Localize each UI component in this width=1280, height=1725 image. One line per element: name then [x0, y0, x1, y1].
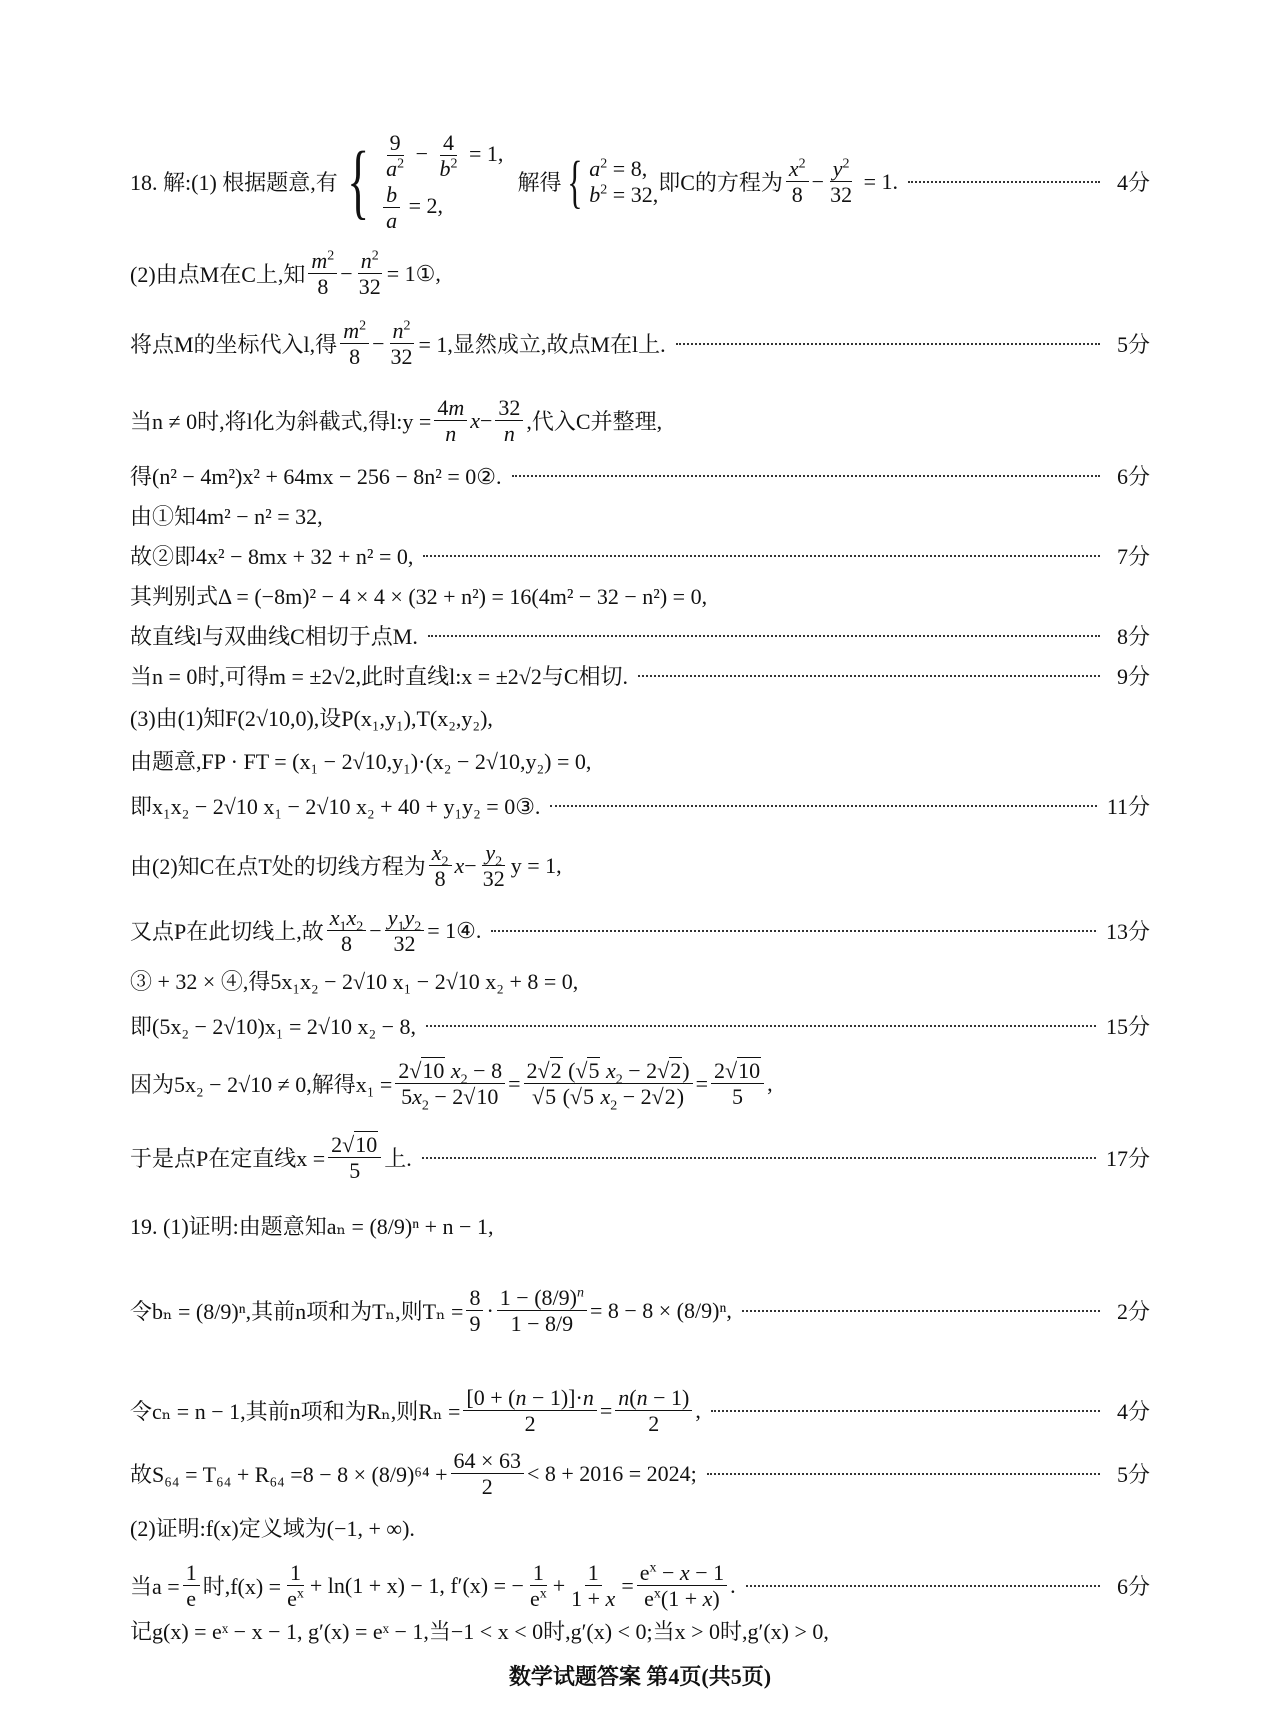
- dot-leader: [426, 1025, 1096, 1027]
- dot-leader: [423, 555, 1100, 557]
- q18-p3-line9: 于是点P在定直线x = $\frac{2√10}{5}$ 上. 17分: [130, 1132, 1150, 1184]
- q18-p3-line8: 因为5x₂ − 2√10 ≠ 0,解得x₁ = $\frac{2√10 x_2 - 8}{5x_2 - 2√10}$ = $\frac{2√2 (√5 x_2 - 2√2)}{√5 (√5 x_2 - 2√2)}$ = $\frac{2√10}{5}$ ,: [130, 1058, 773, 1114]
- q18-p2-line6: [130, 540, 1150, 571]
- text: 即(5x₂ − 2√10)x₁ = 2√10 x₂ − 8,: [130, 1014, 417, 1039]
- text: 令bₙ = (8/9)ⁿ,其前n项和为Tₙ,则Tₙ =: [130, 1299, 464, 1325]
- text: 得(n² − 4m²)x² + 64mx − 256 − 8n² = 0②.: [130, 464, 502, 489]
- dot-leader: [422, 1157, 1096, 1159]
- text: = 1①,: [386, 260, 441, 286]
- text: = 8 − 8 × (8/9)ⁿ,: [589, 1297, 732, 1323]
- q18-p2-line3: 当n ≠ 0时,将l化为斜截式,得l:y = $\frac{4m}{n}$ x − $\frac{32}{n}$ ,代入C并整理,: [130, 395, 663, 447]
- q18-p2-line1: (2)由点M在C上,知 $\frac{m^2}{8}$ − $\frac{n^2}{32}$ = 1①,: [130, 248, 441, 300]
- q18-part1-line: 18. 解:(1) 根据题意,有 { $\frac{9}{a^2}$ − $\frac{4}{b^2}$ = 1, $\frac{b}{a}$ = 2, 解得 { $a^2 = 8$, $b^2 = 32$, 即C的方程为 $\frac{x^2}{8}$ − $\frac{y^2}{32}$ = 1. 4分: [130, 130, 1150, 233]
- text: 19. (1)证明:由题意知aₙ = (8/9)ⁿ + n − 1,: [130, 1214, 494, 1239]
- score-mark: 5分: [1116, 332, 1150, 358]
- text: 记g(x) = eˣ − x − 1, g′(x) = eˣ − 1,当−1 < x < 0时,g′(x) < 0;当x > 0时,g′(x) > 0,: [130, 1619, 829, 1644]
- q18-intro: 18. 解:(1) 根据题意,有: [130, 170, 338, 196]
- text: 故直线l与双曲线C相切于点M.: [130, 624, 418, 649]
- q18-p2-line5: [130, 500, 1150, 531]
- q18-p3-line1: [130, 702, 1150, 733]
- q18-solution-system: { $a^2 = 8$, $b^2 = 32$,: [567, 148, 659, 214]
- text: 当a =: [130, 1574, 180, 1600]
- score-mark: 4分: [1116, 1399, 1150, 1425]
- dot-leader: [512, 475, 1100, 477]
- q19-line5: [130, 1512, 1150, 1543]
- text: 当n = 0时,可得m = ±2√2,此时直线l:x = ±2√2与C相切.: [130, 664, 629, 689]
- q18-p3-line5: 又点P在此切线上,故 $\frac{x_1x_2}{8}$ − $\frac{y_1y_2}{32}$ = 1④. 13分: [130, 905, 1150, 957]
- q18-p2-line8: [130, 620, 1150, 651]
- q18-p2-line2: 将点M的坐标代入l,得 $\frac{m^2}{8}$ − $\frac{n^2}{32}$ = 1,显然成立,故点M在l上. 5分: [130, 318, 1150, 370]
- q19-line1: [130, 1210, 1150, 1241]
- score-mark: 6分: [1116, 464, 1150, 489]
- text: (2)证明:f(x)定义域为(−1, + ∞).: [130, 1516, 415, 1541]
- q19-line3: 令cₙ = n − 1,其前n项和为Rₙ,则Rₙ = $\frac{[0 + (n - 1)]\cdot n}{2}$ = $\frac{n(n - 1)}{2}$ , 4分: [130, 1385, 1150, 1437]
- text: 时,f(x) =: [202, 1574, 282, 1600]
- text: ,代入C并整理,: [526, 409, 663, 435]
- text: ③ + 32 × ④,得5x₁x₂ − 2√10 x₁ − 2√10 x₂ + 8 = 0,: [130, 969, 579, 994]
- text: 于是点P在定直线x =: [130, 1146, 326, 1172]
- text: y = 1,: [510, 852, 562, 878]
- q18-given-system: { $\frac{9}{a^2}$ − $\frac{4}{b^2}$ = 1, $\frac{b}{a}$ = 2,: [346, 130, 504, 233]
- dot-leader: [428, 635, 1100, 637]
- q18-p3-line3: [130, 790, 1150, 821]
- q18-p3-line6: [130, 965, 1150, 996]
- q19-line2: 令bₙ = (8/9)ⁿ,其前n项和为Tₙ,则Tₙ = $\frac{8}{9}$ · $\frac{1 - (8/9)^n}{1 - 8/9}$ = 8 − 8 × (8/9)ⁿ, 2分: [130, 1285, 1150, 1337]
- q19-line7: [130, 1615, 1150, 1646]
- q18-p3-line2: [130, 745, 1150, 776]
- dot-leader: [707, 1473, 1100, 1475]
- text: < 8 + 2016 = 2024;: [526, 1460, 697, 1486]
- score-mark: 17分: [1105, 1146, 1150, 1172]
- text: + ln(1 + x) − 1, f′(x) = −: [309, 1572, 524, 1598]
- dot-leader: [746, 1585, 1100, 1587]
- text: = 1,显然成立,故点M在l上.: [418, 332, 666, 358]
- q18-p2-line7: [130, 580, 1150, 611]
- dot-leader: [711, 1410, 1100, 1412]
- text: (3)由(1)知F(2√10,0),设P(x₁,y₁),T(x₂,y₂),: [130, 706, 493, 731]
- dot-leader: [550, 805, 1096, 807]
- text: 又点P在此切线上,故: [130, 919, 324, 945]
- text: 将点M的坐标代入l,得: [130, 332, 338, 358]
- score-mark: 15分: [1105, 1014, 1150, 1039]
- q18-p2-line4: [130, 460, 1150, 491]
- dot-leader: [742, 1310, 1100, 1312]
- dot-leader: [491, 930, 1096, 932]
- text: 由题意,FP · FT = (x₁ − 2√10,y₁)·(x₂ − 2√10,y₂) = 0,: [130, 749, 592, 774]
- q19-line6: 当a = $\frac{1}{e}$ 时,f(x) = $\frac{1}{e^x}$ + ln(1 + x) − 1, f′(x) = − $\frac{1}{e^x}$ + $\frac{1}{1 + x}$ = $\frac{e^x - x - 1}{e^x(1 + x)}$ . 6分: [130, 1560, 1150, 1612]
- text: 故②即4x² − 8mx + 32 + n² = 0,: [130, 544, 414, 569]
- dot-leader: [908, 181, 1100, 183]
- text: 当n ≠ 0时,将l化为斜截式,得l:y =: [130, 409, 432, 435]
- dot-leader: [638, 675, 1100, 677]
- score-mark: 9分: [1116, 664, 1150, 689]
- dot-leader: [676, 343, 1100, 345]
- q18-solve-text: 解得: [517, 170, 562, 196]
- score-mark: 5分: [1116, 1462, 1150, 1488]
- q19-line4: 故S₆₄ = T₆₄ + R₆₄ =8 − 8 × (8/9)⁶⁴ + $\frac{64 \times 63}{2}$ < 8 + 2016 = 2024; 5分: [130, 1448, 1150, 1500]
- score-mark: 6分: [1116, 1574, 1150, 1600]
- q18-p3-line4: 由(2)知C在点T处的切线方程为 $\frac{x_2}{8}$ x − $\frac{y_2}{32}$ y = 1,: [130, 840, 562, 892]
- text: 故S₆₄ = T₆₄ + R₆₄ =8 − 8 × (8/9)⁶⁴ +: [130, 1462, 448, 1488]
- q18-p3-line7: [130, 1010, 1150, 1041]
- text: 即x₁x₂ − 2√10 x₁ − 2√10 x₂ + 40 + y₁y₂ = 0③.: [130, 794, 541, 819]
- page-footer: 数学试题答案 第4页(共5页): [508, 1664, 772, 1689]
- q18-eq-conclusion: 即C的方程为: [658, 170, 783, 196]
- score-mark: 2分: [1116, 1299, 1150, 1325]
- text: = 1④.: [427, 917, 482, 943]
- text: 因为5x₂ − 2√10 ≠ 0,解得x₁ =: [130, 1072, 393, 1098]
- text: 令cₙ = n − 1,其前n项和为Rₙ,则Rₙ =: [130, 1399, 461, 1425]
- score-mark: 13分: [1105, 919, 1150, 945]
- text: 上.: [384, 1146, 412, 1172]
- text: 由①知4m² − n² = 32,: [130, 504, 323, 529]
- score-mark: 11分: [1106, 794, 1150, 819]
- score-mark: 7分: [1116, 544, 1150, 569]
- score-mark: 8分: [1116, 624, 1150, 649]
- q18-p2-line9: [130, 660, 1150, 691]
- text: 由(2)知C在点T处的切线方程为: [130, 854, 426, 880]
- text: (2)由点M在C上,知: [130, 262, 306, 288]
- text: 其判别式Δ = (−8m)² − 4 × 4 × (32 + n²) = 16(4m² − 32 − n²) = 0,: [130, 584, 708, 609]
- score-mark: 4分: [1116, 170, 1150, 196]
